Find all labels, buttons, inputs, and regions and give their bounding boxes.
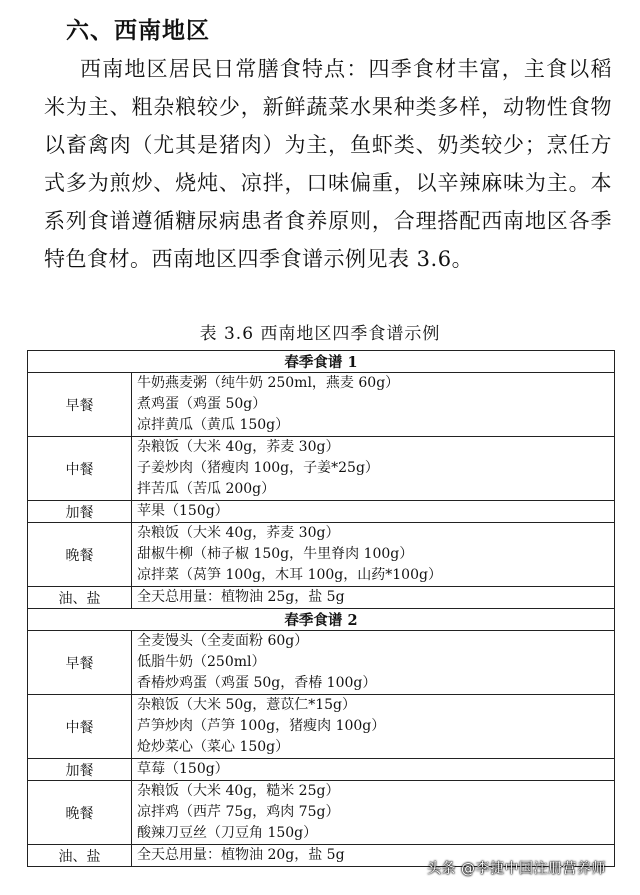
meal-items — [132, 631, 615, 695]
season-header-row — [28, 609, 615, 631]
season-title: 春季食谱 2 — [28, 609, 615, 631]
season-header-row — [28, 351, 615, 373]
meal-row — [28, 695, 615, 759]
table-caption: 表 3.6 西南地区四季食谱示例 — [199, 324, 441, 344]
meal-items — [132, 373, 615, 437]
food-item: 全天总用量：植物油 20g，盐 5g — [137, 847, 345, 863]
intro-paragraph: 西南地区居民日常膳食特点：四季食材丰富，主食以稻米为主、粗杂粮较少，新鲜蔬菜水果种类多样，动物性食物以畜禽肉（尤其是猪肉）为主，鱼虾类、奶类较少；烹任方式多为煎炒、烧炖、凉拌，口味偏重，以辛辣麻味为主。本系列食谱遵循糖尿病患者食养原则，合理搭配西南地区各季特色食材。西南地区四季食谱示例见表 3.6。 — [44, 57, 612, 271]
food-item: 草莓（150g） — [137, 761, 229, 777]
food-item: 炝炒菜心（菜心 150g） — [137, 739, 290, 755]
food-item: 全天总用量：植物油 25g，盐 5g — [137, 589, 345, 605]
meal-label: 加餐 — [28, 501, 132, 523]
meal-label: 早餐 — [28, 373, 132, 437]
food-item: 全麦馒头（全麦面粉 60g） — [137, 633, 309, 649]
watermark: 头条 @李捷中国注册营养师 — [427, 861, 606, 877]
meal-items — [132, 501, 615, 523]
meal-row — [28, 501, 615, 523]
meal-items — [132, 587, 615, 609]
meal-label: 油、盐 — [28, 587, 132, 609]
food-item: 杂粮饭（大米 40g，荞麦 30g） — [137, 439, 340, 455]
food-item: 拌苦瓜（苦瓜 200g） — [137, 481, 276, 497]
meal-row — [28, 523, 615, 587]
food-item: 杂粮饭（大米 50g，薏苡仁*15g） — [137, 697, 357, 713]
section-heading: 六、西南地区 — [66, 17, 210, 44]
food-item: 凉拌鸡（西芹 75g，鸡肉 75g） — [137, 804, 340, 820]
meal-row — [28, 759, 615, 781]
food-item: 牛奶燕麦粥（纯牛奶 250ml，燕麦 60g） — [137, 375, 400, 391]
meal-label: 中餐 — [28, 695, 132, 759]
meal-items — [132, 523, 615, 587]
meal-label: 油、盐 — [28, 845, 132, 867]
food-item: 香椿炒鸡蛋（鸡蛋 50g，香椿 100g） — [137, 675, 377, 691]
meal-row — [28, 631, 615, 695]
meal-items — [132, 759, 615, 781]
food-item: 低脂牛奶（250ml） — [137, 654, 266, 670]
food-item: 煮鸡蛋（鸡蛋 50g） — [137, 396, 267, 412]
food-item: 子姜炒肉（猪瘦肉 100g，子姜*25g） — [137, 460, 379, 476]
meal-items — [132, 437, 615, 501]
meal-items — [132, 781, 615, 845]
meal-label: 加餐 — [28, 759, 132, 781]
food-item: 凉拌黄瓜（黄瓜 150g） — [137, 417, 290, 433]
food-item: 酸辣刀豆丝（刀豆角 150g） — [137, 825, 318, 841]
season-title: 春季食谱 1 — [28, 351, 615, 373]
meal-row — [28, 373, 615, 437]
meal-label: 晚餐 — [28, 523, 132, 587]
food-item: 芦笋炒肉（芦笋 100g，猪瘦肉 100g） — [137, 718, 386, 734]
food-item: 凉拌菜（莴笋 100g，木耳 100g，山药*100g） — [137, 567, 442, 583]
food-item: 甜椒牛柳（柿子椒 150g，牛里脊肉 100g） — [137, 546, 414, 562]
menu-table — [27, 350, 615, 867]
meal-label: 中餐 — [28, 437, 132, 501]
meal-items — [132, 695, 615, 759]
meal-label: 早餐 — [28, 631, 132, 695]
food-item: 杂粮饭（大米 40g，糙米 25g） — [137, 783, 340, 799]
meal-label: 晚餐 — [28, 781, 132, 845]
food-item: 杂粮饭（大米 40g，荞麦 30g） — [137, 525, 340, 541]
meal-row — [28, 781, 615, 845]
meal-row — [28, 437, 615, 501]
meal-row — [28, 587, 615, 609]
food-item: 苹果（150g） — [137, 503, 229, 519]
